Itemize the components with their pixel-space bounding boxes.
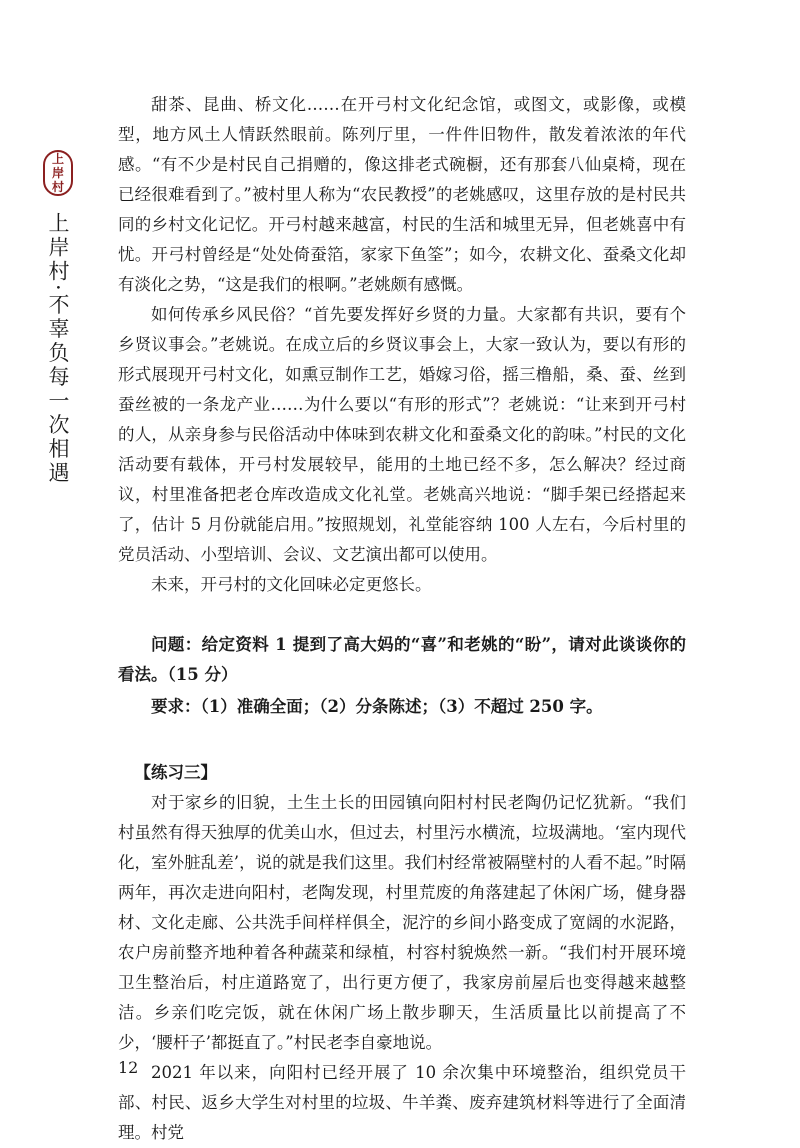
book-title-vertical: 上岸村·不辜负每一次相遇 [46, 212, 70, 486]
page-number: 12 [118, 1058, 139, 1077]
paragraph-3: 未来，开弓村的文化回味必定更悠长。 [151, 575, 432, 594]
requirement-text: 要求：（1）准确全面；（2）分条陈述；（3）不超过 250 字。 [151, 697, 603, 716]
exercise-title: 【练习三】 [134, 763, 217, 782]
paragraph-1: 甜茶、昆曲、桥文化……在开弓村文化纪念馆，或图文，或影像，或模型，地方风土人情跃然眼前。陈列厅里，一件件旧物件，散发着浓浓的年代感。“有不少是村民自己捐赠的，像这排老式碗橱，还有那套八仙桌椅，现在已经很难看到了。”被村里人称为“农民教授”的老姚感叹，这里存放的是村民共同的乡村文化记忆。开弓村越来越富，村民的生活和城里无异，但老姚喜中有忧。开弓村曾经是“处处倚蚕箔，家家下鱼筌”；如今，农耕文化、蚕桑文化却有淡化之势，“这是我们的根啊。”老姚颇有感慨。 [118, 95, 686, 294]
paragraph-5: 2021 年以来，向阳村已经开展了 10 余次集中环境整治，组织党员干部、村民、返乡大学生对村里的垃圾、牛羊粪、废弃建筑材料等进行了全面清理。村党 [118, 1063, 686, 1142]
page-content [118, 90, 686, 1148]
seal-logo: 上 岸 村 [43, 150, 73, 196]
sidebar [38, 150, 78, 486]
paragraph-2: 如何传承乡风民俗？“首先要发挥好乡贤的力量。大家都有共识，要有个乡贤议事会。”老姚说。在成立后的乡贤议事会上，大家一致认为，要以有形的形式展现开弓村文化，如熏豆制作工艺，婚嫁习俗，摇三橹船，桑、蚕、丝到蚕丝被的一条龙产业……为什么要以“有形的形式”？老姚说：“让来到开弓村的人，从亲身参与民俗活动中体味到农耕文化和蚕桑文化的韵味。”村民的文化活动要有载体，开弓村发展较早，能用的土地已经不多，怎么解决？经过商议，村里准备把老仓库改造成文化礼堂。老姚高兴地说：“脚手架已经搭起来了，估计 5 月份就能启用。”按照规划，礼堂能容纳 100 人左右，今后村里的党员活动、小型培训、会议、文艺演出都可以使用。 [118, 305, 686, 564]
question-text: 问题：给定资料 1 提到了高大妈的“喜”和老姚的“盼”，请对此谈谈你的看法。（15 分） [118, 635, 686, 684]
paragraph-4: 对于家乡的旧貌，土生土长的田园镇向阳村村民老陶仍记忆犹新。“我们村虽然有得天独厚的优美山水，但过去，村里污水横流，垃圾满地。‘室内现代化，室外脏乱差’，说的就是我们这里。我们村经常被隔壁村的人看不起。”时隔两年，再次走进向阳村，老陶发现，村里荒废的角落建起了休闲广场，健身器材、文化走廊、公共洗手间样样俱全，泥泞的乡间小路变成了宽阔的水泥路，农户房前整齐地种着各种蔬菜和绿植，村容村貌焕然一新。“我们村开展环境卫生整治后，村庄道路宽了，出行更方便了，我家房前屋后也变得越来越整洁。乡亲们吃完饭，就在休闲广场上散步聊天，生活质量比以前提高了不少，‘腰杆子’都挺直了。”村民老李自豪地说。 [118, 793, 686, 1052]
